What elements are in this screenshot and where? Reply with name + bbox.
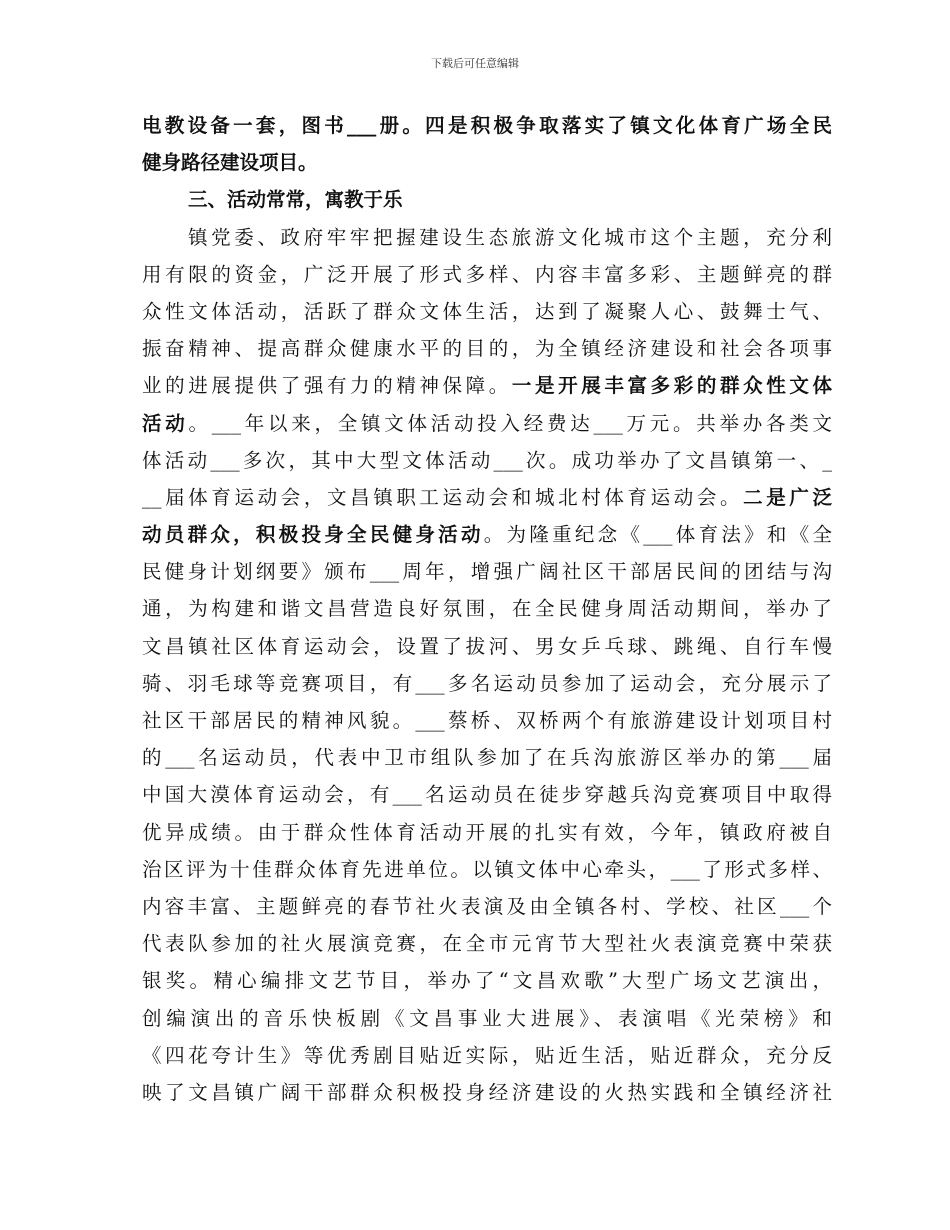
text-line	[142, 851, 832, 888]
body-text: 用有限的资金，广泛开展了形式多样、内容丰富多彩、主题鲜亮的群	[142, 262, 832, 286]
text-line	[142, 1037, 832, 1074]
body-text: 镇党委、政府牢牢把握建设生态旅游文化城市这个主题，充分利	[188, 225, 832, 249]
text-line	[142, 367, 832, 404]
body-text: 文昌镇社区体育运动会，设置了拔河、男女乒乓球、跳绳、自行车慢	[142, 634, 832, 658]
text-line	[142, 553, 832, 590]
body-text: 银奖。精心编排文艺节目，举办了“文昌欢歌”大型广场文艺演出，	[142, 969, 832, 993]
body-text: 振奋精神、提高群众健康水平的目的，为全镇经济建设和社会各项事	[142, 337, 832, 361]
text-line	[142, 479, 832, 516]
text-line	[142, 442, 832, 479]
body-text: 优异成绩。由于群众性体育活动开展的扎实有效，今年，镇政府被自	[142, 820, 832, 844]
body-text: 体活动___多次，其中大型文体活动___次。成功举办了文昌镇第一、_	[142, 448, 832, 472]
text-line	[142, 1000, 832, 1037]
text-line	[142, 776, 832, 813]
body-text: 通，为构建和谐文昌营造良好氛围，在全民健身周活动期间，举办了	[142, 597, 832, 621]
body-text: 民健身计划纲要》颁布___周年，增强广阔社区干部居民间的团结与沟	[142, 560, 832, 584]
text-line	[142, 665, 832, 702]
text-line	[142, 405, 832, 442]
text-line	[142, 107, 832, 144]
text-line	[142, 590, 832, 627]
page-header: 下载后可任意编辑	[431, 57, 519, 70]
bold-text: 活动	[142, 411, 189, 435]
body-text: 映了文昌镇广阔干部群众积极投身经济建设的火热实践和全镇经济社	[142, 1080, 832, 1104]
text-line	[142, 739, 832, 776]
text-line	[142, 962, 832, 999]
body-text: 骑、羽毛球等竞赛项目，有___多名运动员参加了运动会，充分展示了	[142, 671, 832, 695]
body-text: 。___年以来，全镇文体活动投入经费达___万元。共举办各类文	[188, 411, 832, 435]
body-text: 众性文体活动，活跃了群众文体生活，达到了凝聚人心、鼓舞士气、	[142, 299, 832, 323]
bold-text: 动员群众，积极投身全民健身活动	[142, 523, 484, 547]
bold-text: 二是广泛	[743, 485, 832, 509]
body-text: 《四花夸计生》等优秀剧目贴近实际，贴近生活，贴近群众，充分反	[142, 1043, 832, 1067]
bold-text: 电教设备一套，图书___册。四是积极争取落实了镇文化体育广场全民	[142, 114, 832, 137]
body-text: 的___名运动员，代表中卫市组队参加了在兵沟旅游区举办的第___届	[142, 746, 832, 770]
body-text: 业的进展提供了强有力的精神保障。	[142, 374, 512, 398]
body-text: 社区干部居民的精神风貌。___蔡桥、双桥两个有旅游建设计划项目村	[142, 709, 832, 732]
text-line	[142, 888, 832, 925]
body-text: 代表队参加的社火展演竞赛，在全市元宵节大型社火表演竞赛中荣获	[142, 932, 832, 956]
bold-text: 健身路径建设项目。	[142, 151, 318, 175]
body-text: __届体育运动会，文昌镇职工运动会和城北村体育运动会。	[142, 485, 744, 509]
text-line	[142, 181, 832, 218]
body-text: 内容丰富、主题鲜亮的春节社火表演及由全镇各村、学校、社区___个	[142, 894, 832, 918]
bold-text: 一是开展丰富多彩的群众性文体	[511, 374, 832, 398]
text-line	[142, 628, 832, 665]
text-line	[142, 256, 832, 293]
text-line	[142, 814, 832, 851]
text-line	[142, 702, 832, 739]
bold-text: 三、活动常常，寓教于乐	[188, 188, 403, 212]
body-text: 中国大漠体育运动会，有___名运动员在徒步穿越兵沟竞赛项目中取得	[142, 783, 832, 807]
text-line	[142, 330, 832, 367]
text-line	[142, 144, 832, 181]
body-text: 。为隆重纪念《___体育法》和《全	[483, 523, 832, 547]
text-line	[142, 293, 832, 330]
text-line	[142, 219, 832, 256]
document-body	[142, 107, 832, 1111]
text-line	[142, 516, 832, 553]
body-text: 创编演出的音乐快板剧《文昌事业大进展》、表演唱《光荣榜》和	[142, 1006, 832, 1030]
text-line	[142, 1074, 832, 1111]
text-line	[142, 925, 832, 962]
body-text: 治区评为十佳群众体育先进单位。以镇文体中心牵头，___了形式多样、	[142, 857, 832, 881]
